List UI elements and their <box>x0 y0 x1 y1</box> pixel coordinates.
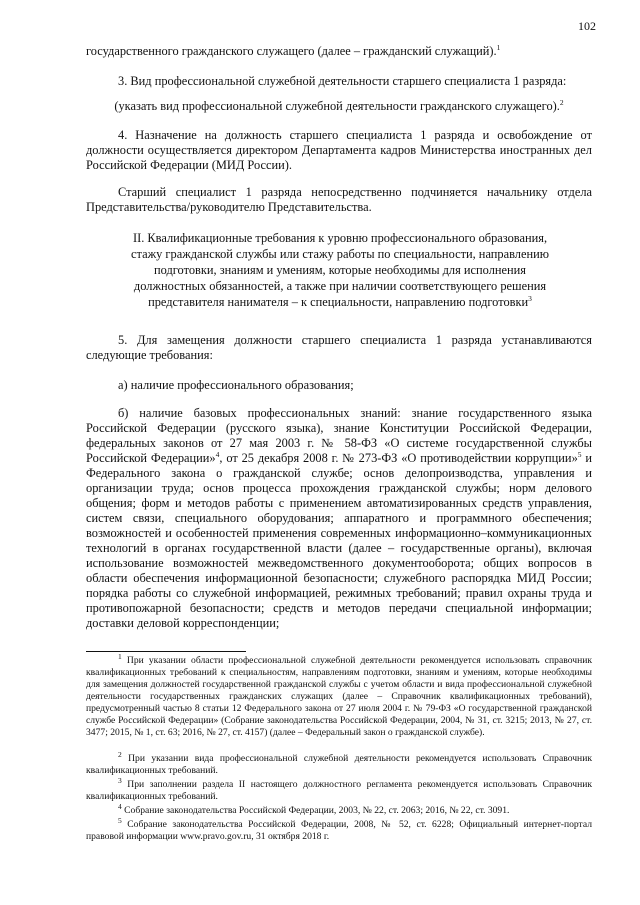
page-number: 102 <box>578 19 596 33</box>
item-5: 5. Для замещения должности старшего специалиста 1 разряда устанавливаются следующие требования: <box>86 333 592 362</box>
item-5a: а) наличие профессионального образования; <box>118 378 354 392</box>
item-5b: б) наличие базовых профессиональных знаний: знание государственного языка Российской Федерации (русского языка), знание Конституции Российской Федерации, федеральных законов от 27 мая 2003 г. № 58-ФЗ «О системе государственной службы Российской Федерации»$^4$, от 25 декабря 2008 г. № 273-ФЗ «О противодействии коррупции»$^5$ и Федерального закона о гражданской службе; основ делопроизводства, управления и организации труда; основ процесса прохождения гражданской службы; норм делового общения; форм и методов работы с применением автоматизированных средств управления, систем связи, специального оборудования; аппаратного и программного обеспечения; возможностей и особенностей применения современных информационно–коммуникационных технологий в органах государственной власти (далее – государственные органы), включая использование возможностей межведомственного документооборота; общих вопросов в области обеспечения информационной безопасности; служебного распорядка МИД России; порядка работы со служебной информацией, режимных требований; правил охраны труда и противопожарной безопасности; средств и методов передачи специальной информации; доставки деловой корреспонденции; <box>86 406 592 630</box>
footnote-1: $^1$ При указании области профессиональной служебной деятельности рекомендуется использовать справочник квалификационных требований к специальностям, направлениям подготовки, знаниям и умениям, которые необходимы для замещения должностей государственной гражданской службы с учетом области и вида профессиональной служебной деятельности государственных гражданских служащих (далее – Справочник квалификационных требований), предусмотренный частью 8 статьи 12 Федерального закона от 27 июля 2004 г. № 79-ФЗ «О государственной гражданской службе Российской Федерации» (Собрание законодательства Российской Федерации, 2004, № 31, ст. 3215; 2013, № 27, ст. 3477; 2015, № 1, ст. 63; 2016, № 27, ст. 4157) (далее – Федеральный закон о гражданской службе). <box>86 651 592 738</box>
footnote-4: $^4$ Собрание законодательства Российской Федерации, 2003, № 22, ст. 2063; 2016, № 22, ст. 3091. <box>118 801 510 816</box>
item-3: 3. Вид профессиональной служебной деятельности старшего специалиста 1 разряда: <box>118 74 567 88</box>
item-3-note: (указать вид профессиональной служебной деятельности гражданского служащего).$^2$ <box>114 97 564 113</box>
footnote-3: $^3$ При заполнении раздела II настоящего должностного регламента рекомендуется использовать Справочник квалификационных требований. <box>86 775 593 802</box>
section-2-heading: II. Квалификационные требования к уровню профессионального образования, стажу гражданской службы или стажу работы по специальности, направлению подготовки, знаниям и умениям, которые необходимы для исполнения должностных обязанностей, а также при наличии соответствующего решения представителя нанимателя – к специальности, направлению подготовки$^3$ <box>131 231 549 309</box>
footnote-separator <box>86 651 246 652</box>
item-4: 4. Назначение на должность старшего специалиста 1 разряда и освобождение от должности осуществляется директором Департамента кадров Министерства иностранных дел Российской Федерации (МИД России). <box>86 128 592 172</box>
footnote-2: $^2$ При указании вида профессиональной служебной деятельности рекомендуется использовать Справочник квалификационных требований. <box>86 749 592 776</box>
subordination-paragraph: Старший специалист 1 разряда непосредственно подчиняется начальнику отдела Представительства/руководителю Представительства. <box>86 185 592 214</box>
footnote-5: $^5$ Собрание законодательства Российской Федерации, 2008, № 52, ст. 6228; Официальный интернет-портал правовой информации www.pravo.gov.ru, 31 октября 2018 г. <box>86 815 593 842</box>
previous-line: государственного гражданского служащего (далее – гражданский служащий).$^1$ <box>86 42 501 58</box>
